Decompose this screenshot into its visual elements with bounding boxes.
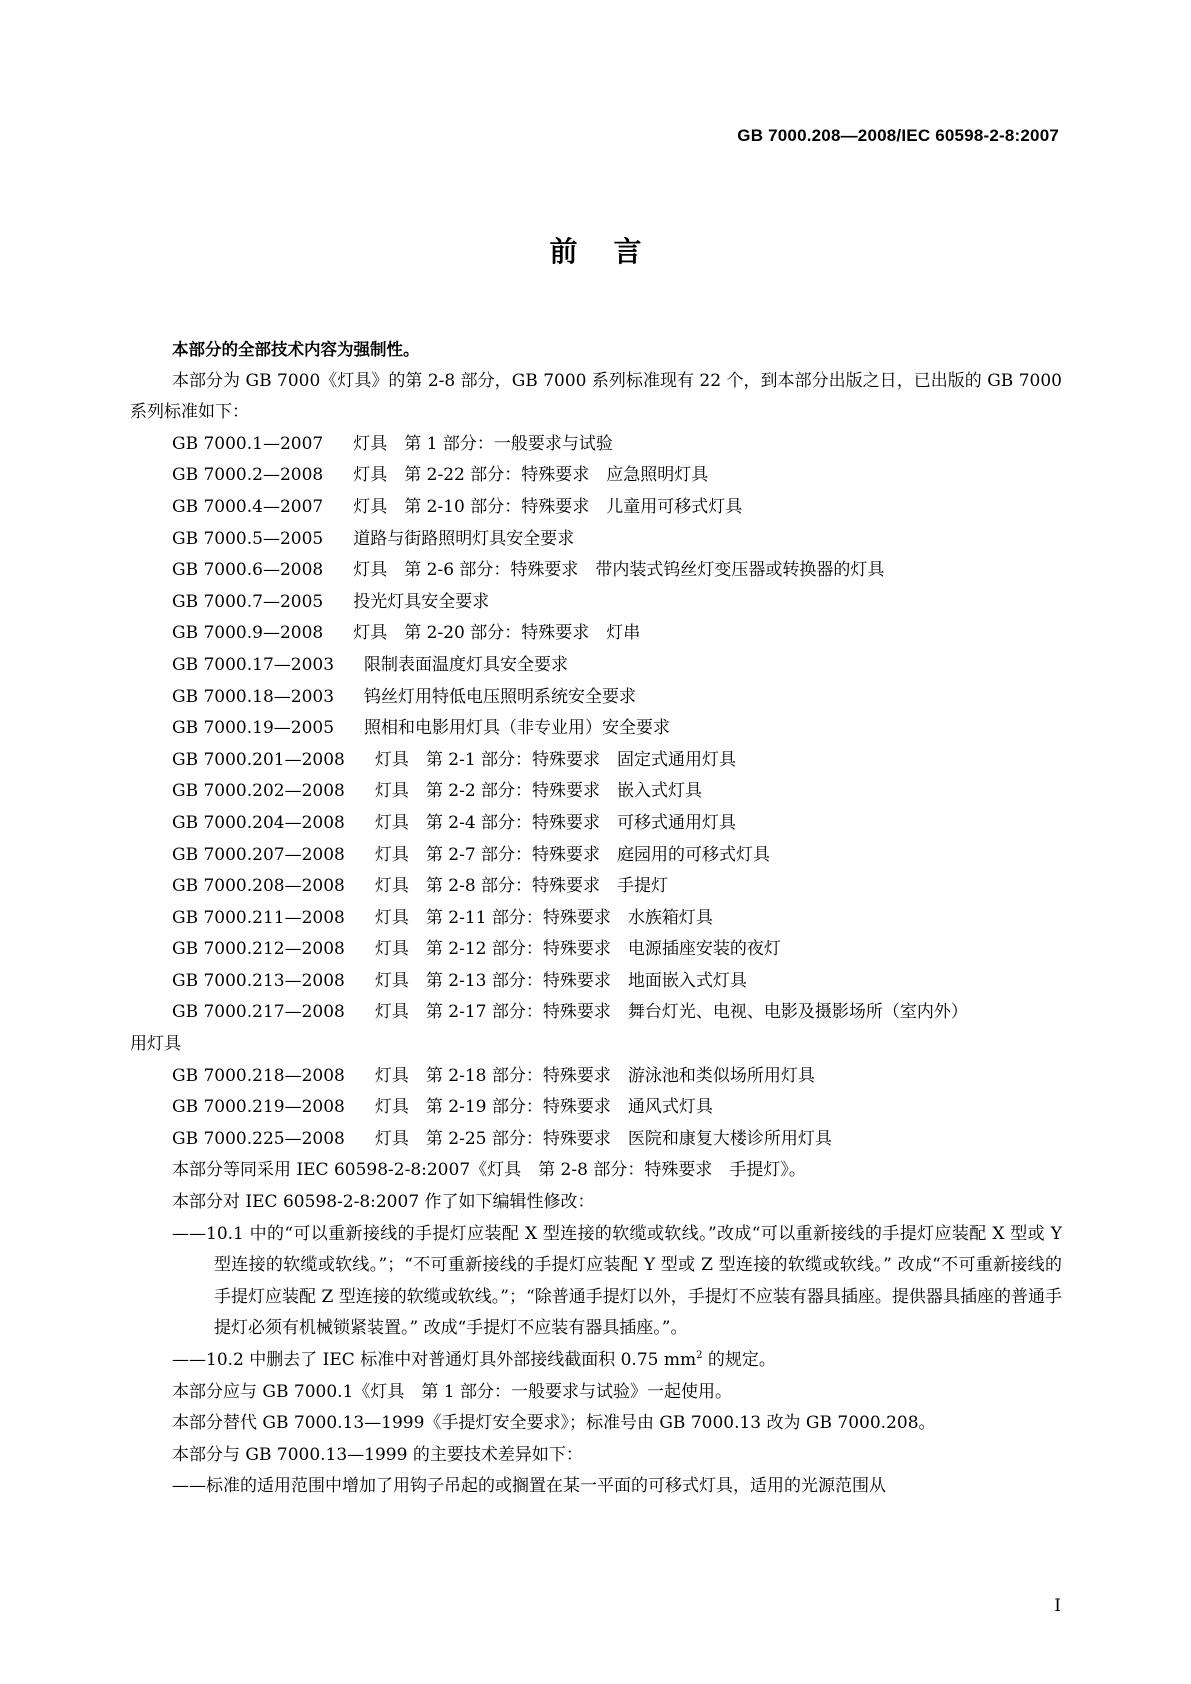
differences-intro: 本部分与 GB 7000.13—1999 的主要技术差异如下：: [172, 1444, 583, 1465]
list-item: [130, 745, 1062, 777]
standard-desc: 灯具 第 2-13 部分：特殊要求 地面嵌入式灯具: [374, 970, 747, 991]
standard-code: GB 7000.208—2008: [172, 876, 345, 897]
modification-text-end: 的规定。: [702, 1350, 776, 1370]
standard-code: GB 7000.7—2005: [172, 591, 324, 612]
standard-desc: 照相和电影用灯具（非专业用）安全要求: [364, 718, 671, 739]
modification-item: [130, 1345, 1062, 1377]
standard-code: GB 7000.6—2008: [172, 560, 324, 581]
list-item: [130, 713, 1062, 745]
standard-desc: 灯具 第 2-11 部分：特殊要求 水族箱灯具: [374, 907, 713, 928]
list-item-continuation: 用灯具: [130, 1034, 181, 1055]
list-item: [130, 1092, 1062, 1124]
list-item: [130, 682, 1062, 714]
difference-item: ——标准的适用范围中增加了用钩子吊起的或搁置在某一平面的可移式灯具，适用的光源范围从: [172, 1476, 886, 1497]
mandatory-statement: 本部分的全部技术内容为强制性。: [172, 340, 420, 359]
series-intro-paragraph: 本部分为 GB 7000《灯具》的第 2-8 部分，GB 7000 系列标准现有 22 个，到本部分出版之日，已出版的 GB 7000 系列标准如下：: [130, 370, 1062, 423]
list-item: [130, 492, 1062, 524]
standard-desc: 灯具 第 1 部分：一般要求与试验: [353, 433, 613, 454]
standard-code: GB 7000.5—2005: [172, 528, 324, 549]
standard-desc: 灯具 第 2-18 部分：特殊要求 游泳池和类似场所用灯具: [374, 1065, 815, 1086]
standard-code: GB 7000.204—2008: [172, 812, 345, 833]
superscript: 2: [696, 1350, 703, 1361]
standard-desc: 灯具 第 2-12 部分：特殊要求 电源插座安装的夜灯: [374, 939, 781, 960]
page-number: I: [1054, 1596, 1061, 1616]
standard-code: GB 7000.9—2008: [172, 623, 324, 644]
standard-code: GB 7000.201—2008: [172, 749, 345, 770]
adoption-paragraph: 本部分等同采用 IEC 60598-2-8:2007《灯具 第 2-8 部分：特殊要求 手提灯》。: [172, 1160, 806, 1181]
standard-code: GB 7000.217—2008: [172, 1002, 345, 1023]
list-item: [130, 934, 1062, 966]
standard-code: GB 7000.18—2003: [172, 686, 335, 707]
standard-code: GB 7000.211—2008: [172, 907, 345, 928]
list-item: [130, 587, 1062, 619]
standard-desc: 灯具 第 2-1 部分：特殊要求 固定式通用灯具: [374, 749, 737, 770]
standard-desc: 限制表面温度灯具安全要求: [364, 654, 569, 675]
standard-desc: 钨丝灯用特低电压照明系统安全要求: [364, 686, 637, 707]
list-item: [130, 1061, 1062, 1093]
standard-code: GB 7000.1—2007: [172, 433, 324, 454]
standard-desc: 灯具 第 2-10 部分：特殊要求 儿童用可移式灯具: [353, 496, 743, 517]
modification-item: ——10.1 中的“可以重新接线的手提灯应装配 X 型连接的软缆或软线。”改成“可以重新接线的手提灯应装配 X 型或 Y 型连接的软缆或软线。”；“不可重新接线的手提灯应装配 Y 型或 Z 型连接的软缆或软线。” 改成“不可重新接线的手提灯应装配 Z 型连接的软缆或软线。”；“除普通手提灯以外，手提灯不应装有器具插座。提供器具插座的普通手提灯必须有机械锁紧装置。” 改成“手提灯不应装有器具插座。”。: [172, 1223, 1062, 1339]
list-item: [130, 618, 1062, 650]
standard-code: GB 7000.225—2008: [172, 1128, 345, 1149]
standard-code: GB 7000.4—2007: [172, 496, 324, 517]
page-title: 前言: [549, 235, 678, 268]
standard-desc: 灯具 第 2-6 部分：特殊要求 带内装式钨丝灯变压器或转换器的灯具: [353, 560, 885, 581]
standards-list: [130, 429, 1062, 1156]
list-item: [130, 429, 1062, 461]
list-item: [130, 524, 1062, 556]
list-item: [130, 460, 1062, 492]
replaces-paragraph: 本部分替代 GB 7000.13—1999《手提灯安全要求》；标准号由 GB 7000.13 改为 GB 7000.208。: [172, 1413, 936, 1434]
list-item: [130, 650, 1062, 682]
standard-desc: 道路与街路照明灯具安全要求: [353, 528, 575, 549]
list-item: [130, 997, 1062, 1029]
list-item: [130, 1124, 1062, 1156]
standard-desc: 灯具 第 2-4 部分：特殊要求 可移式通用灯具: [374, 812, 737, 833]
standard-desc: 灯具 第 2-25 部分：特殊要求 医院和康复大楼诊所用灯具: [374, 1128, 832, 1149]
standard-code: GB 7000.207—2008: [172, 844, 345, 865]
list-item: [130, 555, 1062, 587]
standard-code: GB 7000.213—2008: [172, 970, 345, 991]
list-item: [130, 966, 1062, 998]
standard-desc: 灯具 第 2-19 部分：特殊要求 通风式灯具: [374, 1097, 713, 1118]
use-with-paragraph: 本部分应与 GB 7000.1《灯具 第 1 部分：一般要求与试验》一起使用。: [172, 1381, 732, 1402]
standard-code: GB 7000.212—2008: [172, 939, 345, 960]
standard-desc: 投光灯具安全要求: [353, 591, 490, 612]
standard-code: GB 7000.17—2003: [172, 654, 335, 675]
standard-code: GB 7000.202—2008: [172, 781, 345, 802]
modifications-intro: 本部分对 IEC 60598-2-8:2007 作了如下编辑性修改：: [172, 1192, 595, 1213]
document-body: [130, 334, 1062, 1503]
standard-code: GB 7000.219—2008: [172, 1097, 345, 1118]
standard-desc: 灯具 第 2-22 部分：特殊要求 应急照明灯具: [353, 465, 709, 486]
standard-desc: 灯具 第 2-8 部分：特殊要求 手提灯: [374, 876, 669, 897]
list-item: [130, 840, 1062, 872]
modification-text: ——10.2 中删去了 IEC 标准中对普通灯具外部接线截面积 0.75 mm: [172, 1350, 697, 1370]
standard-desc: 灯具 第 2-2 部分：特殊要求 嵌入式灯具: [374, 781, 703, 802]
standard-code: GB 7000.2—2008: [172, 465, 324, 486]
standard-desc: 灯具 第 2-20 部分：特殊要求 灯串: [353, 623, 641, 644]
standard-desc: 灯具 第 2-7 部分：特殊要求 庭园用的可移式灯具: [374, 844, 771, 865]
standard-code: GB 7000.19—2005: [172, 718, 335, 739]
standard-desc: 灯具 第 2-17 部分：特殊要求 舞台灯光、电视、电影及摄影场所（室内外）: [374, 1002, 968, 1023]
list-item: [130, 776, 1062, 808]
list-item: [130, 903, 1062, 935]
list-item: [130, 871, 1062, 903]
standard-code-header: GB 7000.208—2008/IEC 60598-2-8:2007: [737, 126, 1059, 145]
standard-code: GB 7000.218—2008: [172, 1065, 345, 1086]
list-item: [130, 808, 1062, 840]
